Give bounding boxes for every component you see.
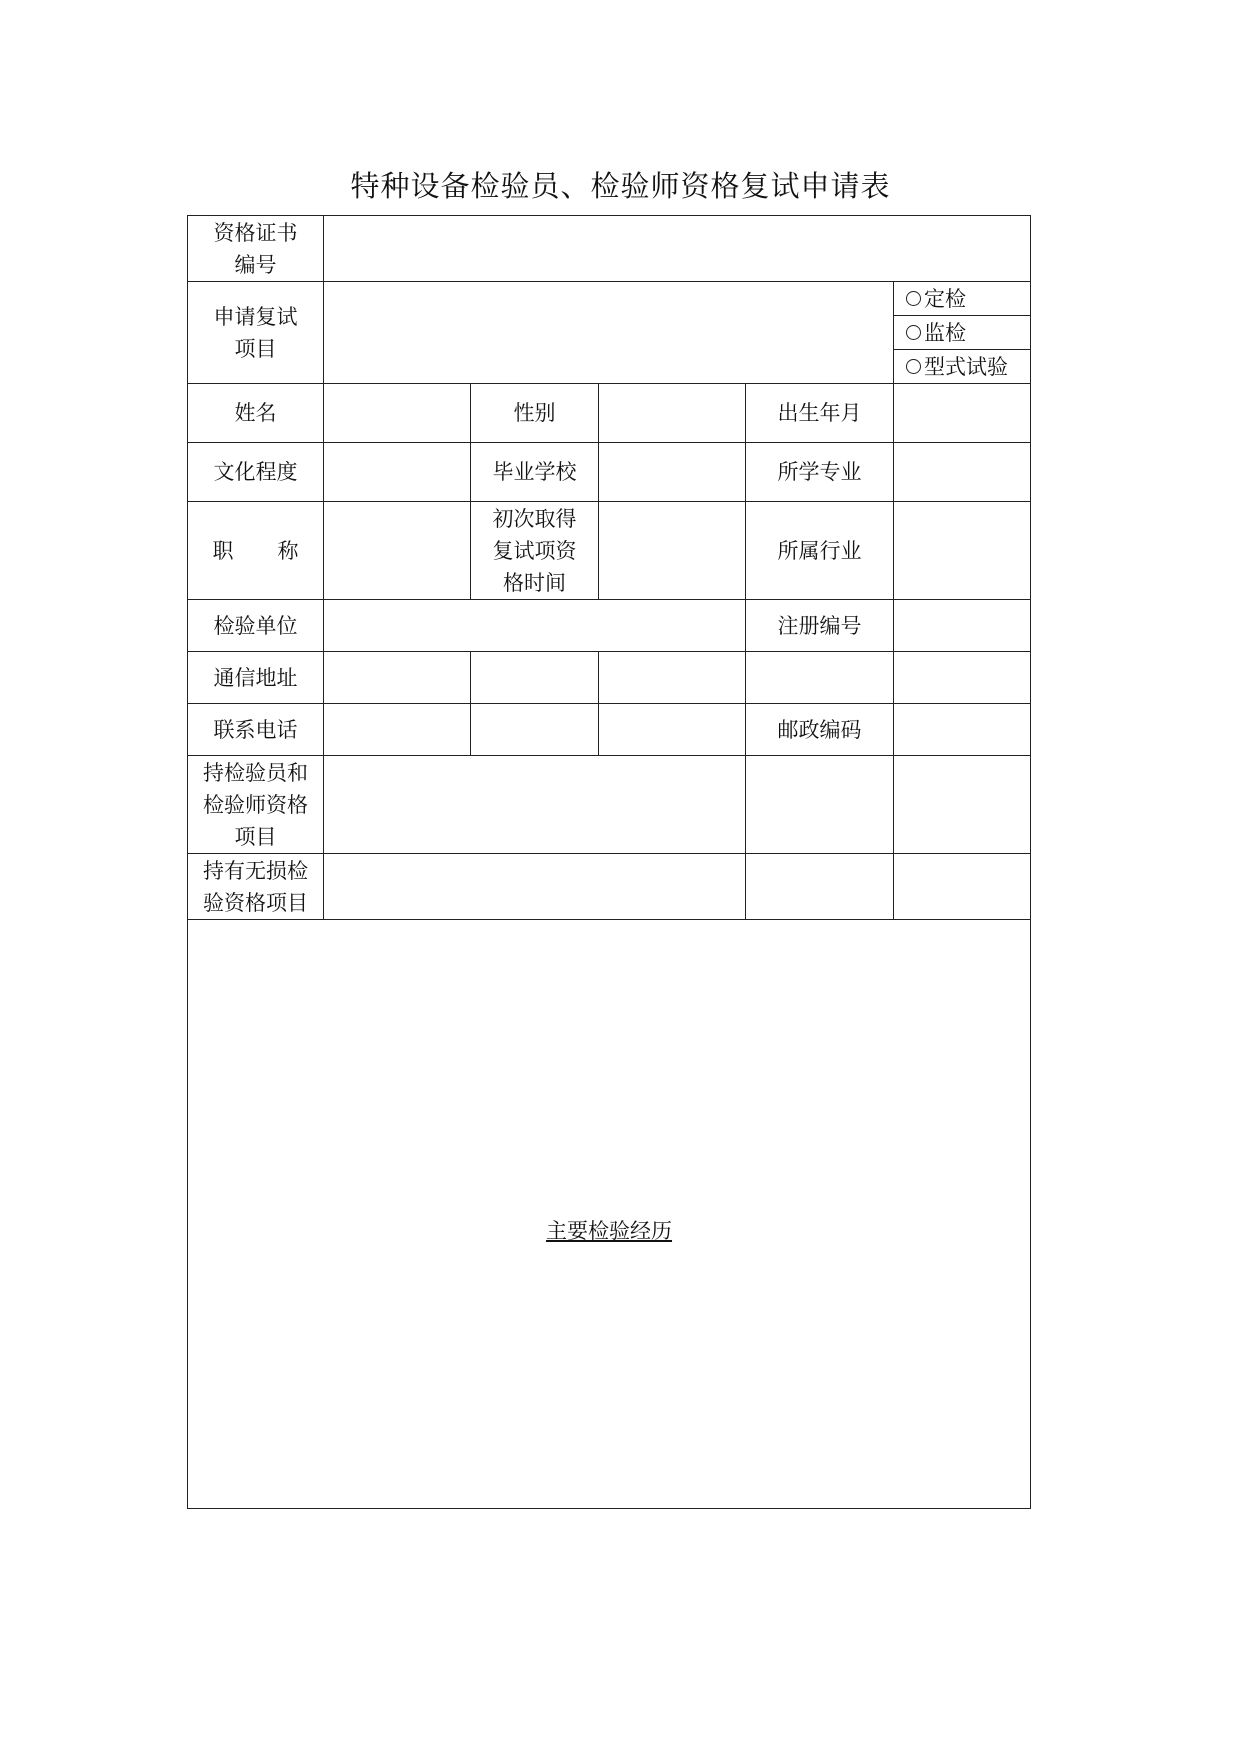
label-first-cert-time: 初次取得 复试项资 格时间: [471, 502, 599, 600]
row-held-inspector: [188, 756, 1031, 854]
application-form-table: [187, 215, 1031, 1509]
field-phone-3[interactable]: [599, 704, 746, 756]
field-experience[interactable]: [188, 920, 1031, 1509]
field-gender[interactable]: [599, 384, 746, 443]
label-education: 文化程度: [188, 443, 324, 502]
label-industry: 所属行业: [746, 502, 894, 600]
row-held-ndt: [188, 854, 1031, 920]
field-inspection-unit[interactable]: [324, 600, 746, 652]
label-held-ndt: 持有无损检 验资格项目: [188, 854, 324, 920]
label-title: 职 称: [188, 502, 324, 600]
field-birth[interactable]: [894, 384, 1031, 443]
row-address: [188, 652, 1031, 704]
field-first-cert-time[interactable]: [599, 502, 746, 600]
experience-heading: 主要检验经历: [546, 1219, 673, 1243]
form-title: 特种设备检验员、检验师资格复试申请表: [350, 169, 891, 203]
label-birth: 出生年月: [746, 384, 894, 443]
field-phone-2[interactable]: [471, 704, 599, 756]
label-reg-no: 注册编号: [746, 600, 894, 652]
field-address-4[interactable]: [746, 652, 894, 704]
field-phone-1[interactable]: [324, 704, 471, 756]
label-name: 姓名: [188, 384, 324, 443]
field-name[interactable]: [324, 384, 471, 443]
radio-circle-icon[interactable]: [906, 359, 921, 374]
field-education[interactable]: [324, 443, 471, 502]
field-title[interactable]: [324, 502, 471, 600]
label-cert-no: 资格证书 编号: [188, 216, 324, 282]
label-address: 通信地址: [188, 652, 324, 704]
field-industry[interactable]: [894, 502, 1031, 600]
row-title: [188, 502, 1031, 600]
field-apply-items[interactable]: [324, 282, 894, 384]
row-inspection-unit: [188, 600, 1031, 652]
label-apply-items: 申请复试 项目: [188, 282, 324, 384]
label-postcode: 邮政编码: [746, 704, 894, 756]
field-school[interactable]: [599, 443, 746, 502]
row-apply-items: [188, 282, 1031, 384]
option-periodic[interactable]: 定检: [894, 282, 1030, 315]
option-supervision[interactable]: 监检: [894, 315, 1030, 349]
row-cert-no: [188, 216, 1031, 282]
field-address-5[interactable]: [894, 652, 1031, 704]
radio-circle-icon[interactable]: [906, 291, 921, 306]
field-address-1[interactable]: [324, 652, 471, 704]
option-type-test[interactable]: 型式试验: [894, 349, 1030, 383]
field-held-ndt[interactable]: [324, 854, 746, 920]
label-held-inspector: 持检验员和 检验师资格 项目: [188, 756, 324, 854]
label-school: 毕业学校: [471, 443, 599, 502]
field-held-inspector-2[interactable]: [746, 756, 894, 854]
radio-circle-icon[interactable]: [906, 325, 921, 340]
row-education: [188, 443, 1031, 502]
field-cert-no[interactable]: [324, 216, 1031, 282]
row-phone: [188, 704, 1031, 756]
row-name: [188, 384, 1031, 443]
field-reg-no[interactable]: [894, 600, 1031, 652]
field-held-inspector-3[interactable]: [894, 756, 1031, 854]
field-held-inspector[interactable]: [324, 756, 746, 854]
label-phone: 联系电话: [188, 704, 324, 756]
field-held-ndt-2[interactable]: [746, 854, 894, 920]
apply-options-cell: [894, 282, 1031, 384]
label-inspection-unit: 检验单位: [188, 600, 324, 652]
field-address-2[interactable]: [471, 652, 599, 704]
field-held-ndt-3[interactable]: [894, 854, 1031, 920]
field-address-3[interactable]: [599, 652, 746, 704]
label-major: 所学专业: [746, 443, 894, 502]
label-gender: 性别: [471, 384, 599, 443]
field-postcode[interactable]: [894, 704, 1031, 756]
field-major[interactable]: [894, 443, 1031, 502]
row-experience: [188, 920, 1031, 1509]
